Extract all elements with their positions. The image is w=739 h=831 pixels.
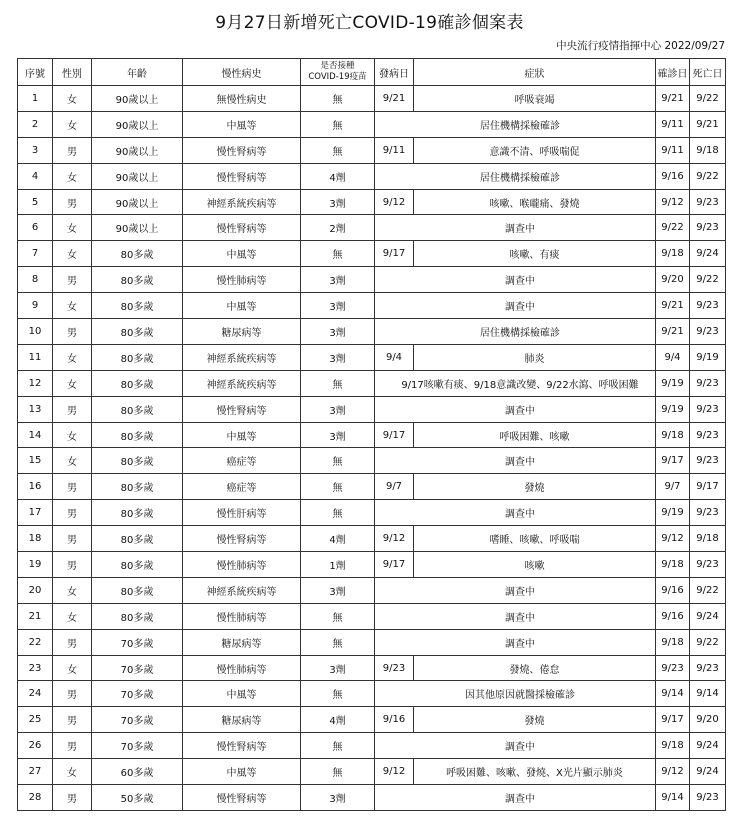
cell-vaccine: 無	[301, 448, 375, 474]
cell-sex: 男	[53, 267, 92, 293]
cell-confirm: 9/12	[656, 526, 690, 552]
cell-confirm: 9/18	[656, 733, 690, 759]
cell-symptom: 肺炎	[414, 344, 656, 370]
cell-sex: 女	[53, 215, 92, 241]
cell-confirm: 9/18	[656, 552, 690, 578]
cell-age: 70多歲	[92, 681, 183, 707]
cell-vaccine: 3劑	[301, 396, 375, 422]
cell-death: 9/22	[690, 629, 726, 655]
table-row	[18, 189, 726, 215]
cell-age: 80多歲	[92, 577, 183, 603]
cell-vaccine: 1劑	[301, 552, 375, 578]
cell-no: 7	[18, 241, 53, 267]
cell-onset: 9/11	[375, 137, 414, 163]
cell-history: 無慢性病史	[183, 86, 301, 112]
cell-vaccine: 3劑	[301, 577, 375, 603]
cell-symptom: 調查中	[375, 215, 656, 241]
cell-history: 慢性腎病等	[183, 396, 301, 422]
cell-no: 10	[18, 319, 53, 345]
cell-death: 9/23	[690, 215, 726, 241]
cell-vaccine: 無	[301, 603, 375, 629]
cell-death: 9/23	[690, 396, 726, 422]
cell-history: 慢性腎病等	[183, 163, 301, 189]
cell-confirm: 9/4	[656, 344, 690, 370]
cell-age: 50多歲	[92, 785, 183, 811]
cell-history: 糖尿病等	[183, 629, 301, 655]
cell-sex: 男	[53, 526, 92, 552]
cell-vaccine: 無	[301, 370, 375, 396]
cell-sex: 男	[53, 707, 92, 733]
header-vaccine-line1: 是否接種	[320, 61, 355, 71]
header-confirm: 確診日	[656, 59, 690, 86]
cell-history: 糖尿病等	[183, 319, 301, 345]
table-row	[18, 707, 726, 733]
cell-vaccine: 無	[301, 681, 375, 707]
cell-history: 慢性肺病等	[183, 552, 301, 578]
cell-symptom: 發燒	[414, 474, 656, 500]
cell-vaccine: 無	[301, 733, 375, 759]
header-row	[18, 59, 726, 86]
cell-history: 慢性肺病等	[183, 603, 301, 629]
source-note: 中央流行疫情指揮中心 2022/09/27	[556, 40, 725, 52]
cell-sex: 女	[53, 370, 92, 396]
cell-no: 13	[18, 396, 53, 422]
cell-no: 21	[18, 603, 53, 629]
cell-no: 16	[18, 474, 53, 500]
cell-no: 12	[18, 370, 53, 396]
cell-onset: 9/21	[375, 86, 414, 112]
cell-confirm: 9/19	[656, 370, 690, 396]
cell-age: 70多歲	[92, 707, 183, 733]
cell-death: 9/22	[690, 163, 726, 189]
cell-history: 慢性肺病等	[183, 267, 301, 293]
cell-sex: 男	[53, 189, 92, 215]
cell-onset: 9/12	[375, 526, 414, 552]
cell-sex: 男	[53, 319, 92, 345]
header-sex: 性別	[53, 59, 92, 86]
cell-no: 22	[18, 629, 53, 655]
cell-history: 中風等	[183, 681, 301, 707]
cell-sex: 女	[53, 86, 92, 112]
cell-vaccine: 無	[301, 111, 375, 137]
cell-no: 9	[18, 293, 53, 319]
cell-death: 9/23	[690, 448, 726, 474]
table-row	[18, 319, 726, 345]
cell-no: 19	[18, 552, 53, 578]
cell-history: 慢性肺病等	[183, 655, 301, 681]
cell-sex: 女	[53, 422, 92, 448]
header-vaccine-line2: COVID-19疫苗	[308, 72, 367, 82]
cell-onset: 9/12	[375, 759, 414, 785]
cell-onset: 9/17	[375, 422, 414, 448]
cell-history: 中風等	[183, 111, 301, 137]
cell-vaccine: 無	[301, 629, 375, 655]
table-row	[18, 422, 726, 448]
cell-age: 80多歲	[92, 396, 183, 422]
cell-confirm: 9/16	[656, 603, 690, 629]
cell-age: 80多歲	[92, 552, 183, 578]
cell-confirm: 9/16	[656, 163, 690, 189]
cell-no: 15	[18, 448, 53, 474]
cell-symptom: 調查中	[375, 267, 656, 293]
cell-death: 9/14	[690, 681, 726, 707]
cell-death: 9/23	[690, 370, 726, 396]
cell-history: 中風等	[183, 293, 301, 319]
cell-death: 9/24	[690, 603, 726, 629]
table-row	[18, 267, 726, 293]
cell-death: 9/23	[690, 293, 726, 319]
header-vaccine	[301, 59, 375, 86]
cell-age: 60多歲	[92, 759, 183, 785]
cell-sex: 男	[53, 474, 92, 500]
cell-history: 中風等	[183, 241, 301, 267]
table-row	[18, 655, 726, 681]
cell-vaccine: 無	[301, 137, 375, 163]
cell-sex: 男	[53, 552, 92, 578]
cell-death: 9/19	[690, 344, 726, 370]
cell-symptom: 呼吸衰竭	[414, 86, 656, 112]
cell-vaccine: 無	[301, 474, 375, 500]
cell-confirm: 9/23	[656, 655, 690, 681]
cell-confirm: 9/19	[656, 500, 690, 526]
cell-symptom: 調查中	[375, 733, 656, 759]
table-row	[18, 577, 726, 603]
table-row	[18, 629, 726, 655]
cell-confirm: 9/11	[656, 137, 690, 163]
cell-death: 9/18	[690, 526, 726, 552]
cell-death: 9/24	[690, 241, 726, 267]
header-onset: 發病日	[375, 59, 414, 86]
cell-no: 8	[18, 267, 53, 293]
cell-symptom: 呼吸困難、咳嗽	[414, 422, 656, 448]
cell-death: 9/22	[690, 267, 726, 293]
cell-confirm: 9/11	[656, 111, 690, 137]
cell-onset: 9/16	[375, 707, 414, 733]
cell-death: 9/22	[690, 86, 726, 112]
table-row	[18, 526, 726, 552]
cell-age: 90歲以上	[92, 189, 183, 215]
header-death: 死亡日	[690, 59, 726, 86]
cell-confirm: 9/17	[656, 448, 690, 474]
cell-death: 9/21	[690, 111, 726, 137]
cell-sex: 女	[53, 111, 92, 137]
cell-symptom: 調查中	[375, 629, 656, 655]
cell-death: 9/23	[690, 552, 726, 578]
cell-vaccine: 3劑	[301, 189, 375, 215]
cell-death: 9/18	[690, 137, 726, 163]
cell-age: 70多歲	[92, 733, 183, 759]
table-row	[18, 474, 726, 500]
cell-no: 3	[18, 137, 53, 163]
cell-symptom: 調查中	[375, 785, 656, 811]
cell-history: 神經系統疾病等	[183, 577, 301, 603]
table-row	[18, 785, 726, 811]
cell-no: 28	[18, 785, 53, 811]
cell-no: 2	[18, 111, 53, 137]
cell-sex: 女	[53, 241, 92, 267]
table-row	[18, 293, 726, 319]
cell-symptom: 調查中	[375, 577, 656, 603]
cell-confirm: 9/20	[656, 267, 690, 293]
cell-confirm: 9/14	[656, 785, 690, 811]
cell-age: 80多歲	[92, 448, 183, 474]
table-row	[18, 500, 726, 526]
cell-confirm: 9/14	[656, 681, 690, 707]
cell-confirm: 9/18	[656, 629, 690, 655]
cell-confirm: 9/16	[656, 577, 690, 603]
cell-confirm: 9/19	[656, 396, 690, 422]
cell-death: 9/23	[690, 422, 726, 448]
cell-no: 4	[18, 163, 53, 189]
cell-no: 23	[18, 655, 53, 681]
cell-confirm: 9/22	[656, 215, 690, 241]
cell-vaccine: 3劑	[301, 267, 375, 293]
cell-symptom: 發燒	[414, 707, 656, 733]
cell-age: 80多歲	[92, 526, 183, 552]
table-row	[18, 86, 726, 112]
cell-symptom: 意識不清、呼吸喘促	[414, 137, 656, 163]
table-row	[18, 241, 726, 267]
cell-sex: 男	[53, 137, 92, 163]
cell-age: 80多歲	[92, 319, 183, 345]
cell-vaccine: 3劑	[301, 319, 375, 345]
cell-symptom: 發燒、倦怠	[414, 655, 656, 681]
cell-vaccine: 無	[301, 241, 375, 267]
cell-no: 27	[18, 759, 53, 785]
cell-vaccine: 無	[301, 500, 375, 526]
cell-confirm: 9/21	[656, 86, 690, 112]
cell-onset: 9/4	[375, 344, 414, 370]
cell-no: 18	[18, 526, 53, 552]
table-row	[18, 448, 726, 474]
cell-symptom: 調查中	[375, 293, 656, 319]
table-row	[18, 137, 726, 163]
cell-age: 80多歲	[92, 474, 183, 500]
cell-age: 70多歲	[92, 655, 183, 681]
cell-history: 中風等	[183, 422, 301, 448]
cell-death: 9/24	[690, 759, 726, 785]
table-body	[18, 86, 726, 811]
cell-onset: 9/23	[375, 655, 414, 681]
cell-sex: 女	[53, 448, 92, 474]
cell-death: 9/23	[690, 655, 726, 681]
cell-symptom: 9/17咳嗽有痰、9/18意識改變、9/22水瀉、呼吸困難	[375, 370, 656, 396]
cell-sex: 男	[53, 500, 92, 526]
cell-sex: 男	[53, 396, 92, 422]
table-row	[18, 111, 726, 137]
cell-sex: 女	[53, 293, 92, 319]
cell-confirm: 9/12	[656, 189, 690, 215]
header-history: 慢性病史	[183, 59, 301, 86]
cell-age: 80多歲	[92, 603, 183, 629]
header-symptom: 症狀	[414, 59, 656, 86]
table-row	[18, 163, 726, 189]
cell-history: 神經系統疾病等	[183, 189, 301, 215]
cell-symptom: 調查中	[375, 500, 656, 526]
table-row	[18, 603, 726, 629]
cell-confirm: 9/17	[656, 707, 690, 733]
cell-age: 80多歲	[92, 500, 183, 526]
table-row	[18, 344, 726, 370]
cell-age: 90歲以上	[92, 137, 183, 163]
cell-age: 80多歲	[92, 267, 183, 293]
cell-symptom: 因其他原因就醫採檢確診	[375, 681, 656, 707]
cell-vaccine: 4劑	[301, 163, 375, 189]
cell-history: 癌症等	[183, 474, 301, 500]
cell-no: 17	[18, 500, 53, 526]
cell-history: 糖尿病等	[183, 707, 301, 733]
case-table	[17, 58, 726, 811]
cell-age: 70多歲	[92, 629, 183, 655]
cell-history: 慢性肝病等	[183, 500, 301, 526]
cell-age: 90歲以上	[92, 163, 183, 189]
table-row	[18, 681, 726, 707]
cell-symptom: 調查中	[375, 396, 656, 422]
cell-death: 9/23	[690, 319, 726, 345]
cell-vaccine: 3劑	[301, 422, 375, 448]
cell-confirm: 9/12	[656, 759, 690, 785]
cell-symptom: 調查中	[375, 603, 656, 629]
cell-onset: 9/12	[375, 189, 414, 215]
cell-no: 6	[18, 215, 53, 241]
cell-confirm: 9/21	[656, 319, 690, 345]
cell-history: 慢性腎病等	[183, 215, 301, 241]
cell-death: 9/23	[690, 500, 726, 526]
cell-vaccine: 無	[301, 759, 375, 785]
cell-onset: 9/7	[375, 474, 414, 500]
cell-no: 5	[18, 189, 53, 215]
cell-history: 神經系統疾病等	[183, 344, 301, 370]
cell-death: 9/22	[690, 577, 726, 603]
cell-history: 慢性腎病等	[183, 785, 301, 811]
cell-symptom: 調查中	[375, 448, 656, 474]
cell-history: 中風等	[183, 759, 301, 785]
cell-history: 慢性腎病等	[183, 733, 301, 759]
table-row	[18, 215, 726, 241]
cell-sex: 女	[53, 759, 92, 785]
page-title: 9月27日新增死亡COVID-19確診個案表	[215, 13, 524, 33]
cell-sex: 女	[53, 163, 92, 189]
cell-vaccine: 3劑	[301, 655, 375, 681]
cell-confirm: 9/18	[656, 241, 690, 267]
cell-age: 80多歲	[92, 344, 183, 370]
cell-death: 9/23	[690, 189, 726, 215]
cell-symptom: 居住機構採檢確診	[375, 111, 656, 137]
cell-symptom: 嗜睡、咳嗽、呼吸喘	[414, 526, 656, 552]
cell-age: 80多歲	[92, 370, 183, 396]
cell-no: 14	[18, 422, 53, 448]
cell-sex: 男	[53, 629, 92, 655]
table-row	[18, 370, 726, 396]
cell-vaccine: 無	[301, 86, 375, 112]
cell-sex: 女	[53, 603, 92, 629]
cell-confirm: 9/7	[656, 474, 690, 500]
cell-no: 26	[18, 733, 53, 759]
cell-vaccine: 4劑	[301, 707, 375, 733]
cell-symptom: 咳嗽、有痰	[414, 241, 656, 267]
table-row	[18, 396, 726, 422]
cell-vaccine: 3劑	[301, 785, 375, 811]
cell-no: 11	[18, 344, 53, 370]
cell-sex: 女	[53, 655, 92, 681]
cell-onset: 9/17	[375, 241, 414, 267]
cell-death: 9/17	[690, 474, 726, 500]
cell-confirm: 9/18	[656, 422, 690, 448]
cell-death: 9/23	[690, 785, 726, 811]
cell-age: 80多歲	[92, 422, 183, 448]
cell-no: 1	[18, 86, 53, 112]
cell-sex: 女	[53, 344, 92, 370]
cell-symptom: 咳嗽、喉嚨痛、發燒	[414, 189, 656, 215]
table-row	[18, 733, 726, 759]
cell-history: 癌症等	[183, 448, 301, 474]
cell-age: 90歲以上	[92, 86, 183, 112]
cell-death: 9/20	[690, 707, 726, 733]
cell-symptom: 咳嗽	[414, 552, 656, 578]
cell-symptom: 呼吸困難、咳嗽、發燒、X光片顯示肺炎	[414, 759, 656, 785]
header-no: 序號	[18, 59, 53, 86]
cell-no: 20	[18, 577, 53, 603]
cell-death: 9/24	[690, 733, 726, 759]
cell-vaccine: 2劑	[301, 215, 375, 241]
cell-symptom: 居住機構採檢確診	[375, 319, 656, 345]
cell-vaccine: 3劑	[301, 293, 375, 319]
cell-no: 25	[18, 707, 53, 733]
table-row	[18, 552, 726, 578]
cell-confirm: 9/21	[656, 293, 690, 319]
cell-sex: 男	[53, 681, 92, 707]
cell-history: 慢性腎病等	[183, 137, 301, 163]
cell-vaccine: 4劑	[301, 526, 375, 552]
cell-age: 90歲以上	[92, 111, 183, 137]
cell-sex: 男	[53, 733, 92, 759]
cell-age: 90歲以上	[92, 215, 183, 241]
table-row	[18, 759, 726, 785]
cell-age: 80多歲	[92, 241, 183, 267]
cell-history: 慢性腎病等	[183, 526, 301, 552]
header-age: 年齡	[92, 59, 183, 86]
cell-vaccine: 3劑	[301, 344, 375, 370]
cell-sex: 女	[53, 577, 92, 603]
cell-onset: 9/17	[375, 552, 414, 578]
cell-no: 24	[18, 681, 53, 707]
cell-symptom: 居住機構採檢確診	[375, 163, 656, 189]
cell-age: 80多歲	[92, 293, 183, 319]
cell-sex: 男	[53, 785, 92, 811]
cell-history: 神經系統疾病等	[183, 370, 301, 396]
